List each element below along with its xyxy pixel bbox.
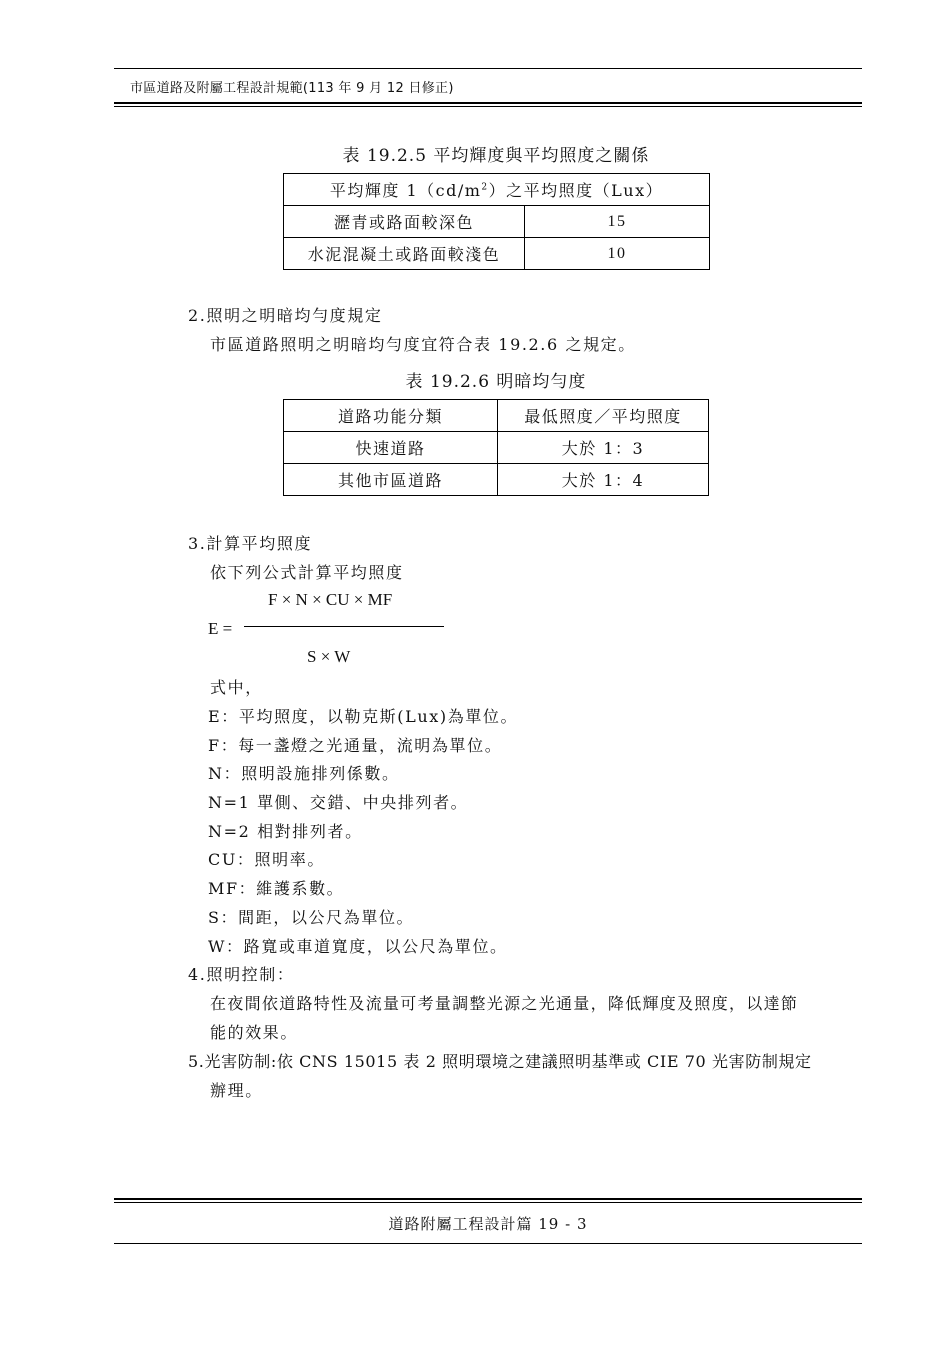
section-3-title: 3.計算平均照度 [188, 534, 313, 553]
header-rule-bottom-thin [114, 106, 862, 107]
definition-f: F：每一盞燈之光通量，流明為單位。 [208, 736, 503, 755]
table-header-cell [284, 174, 710, 206]
table-19-2-6 [283, 399, 709, 496]
section-2-text: 市區道路照明之明暗均勻度宜符合表 19.2.6 之規定。 [210, 335, 636, 354]
table-row [284, 206, 710, 238]
where-label: 式中， [210, 678, 263, 697]
definition-s: S：間距，以公尺為單位。 [208, 908, 415, 927]
definition-n2: N=2 相對排列者。 [208, 822, 363, 841]
header-rule-bottom-thick [114, 102, 862, 104]
definition-e: E：平均照度，以勒克斯(Lux)為單位。 [208, 707, 519, 726]
table-19-2-5-caption: 表 19.2.5 平均輝度與平均照度之關係 [342, 146, 650, 166]
header-superscript: 2 [481, 182, 489, 193]
table-cell-ratio: 大於 1：3 [498, 432, 709, 464]
formula-denominator: S × W [307, 647, 351, 666]
formula-lhs: E = [208, 619, 233, 638]
table-row [284, 238, 710, 270]
header-text-pre: 平均輝度 1（cd/m [329, 181, 482, 200]
table-cell-road: 其他市區道路 [284, 464, 498, 496]
table-cell-road: 快速道路 [284, 432, 498, 464]
table-header-road-class: 道路功能分類 [284, 400, 498, 432]
definition-n1: N=1 單側、交錯、中央排列者。 [208, 793, 469, 812]
definition-mf: MF：維護系數。 [208, 879, 345, 898]
section-4-line-1: 在夜間依道路特性及流量可考量調整光源之光通量，降低輝度及照度，以達節 [210, 994, 799, 1013]
section-5-line-1: 5.光害防制:依 CNS 15015 表 2 照明環境之建議照明基準或 CIE 70 光害防制規定 [188, 1052, 812, 1071]
table-cell-surface: 水泥混凝土或路面較淺色 [284, 238, 525, 270]
table-19-2-6-caption: 表 19.2.6 明暗均勻度 [405, 372, 587, 392]
table-header-row [284, 400, 709, 432]
table-cell-surface: 瀝青或路面較深色 [284, 206, 525, 238]
formula-numerator: F × N × CU × MF [268, 590, 393, 609]
formula-fraction-bar [244, 626, 444, 627]
header-rule-top [114, 68, 862, 69]
section-4-line-2: 能的效果。 [210, 1023, 299, 1042]
table-cell-value: 15 [525, 206, 710, 238]
section-3-intro: 依下列公式計算平均照度 [210, 563, 404, 582]
table-header-row [284, 174, 710, 206]
table-row [284, 464, 709, 496]
table-row [284, 432, 709, 464]
definition-w: W：路寬或車道寬度，以公尺為單位。 [208, 937, 508, 956]
header-text-post: ）之平均照度（Lux） [488, 181, 664, 200]
document-header-title: 市區道路及附屬工程設計規範(113 年 9 月 12 日修正) [130, 81, 454, 96]
table-header-ratio: 最低照度／平均照度 [498, 400, 709, 432]
section-5-line-2: 辦理。 [210, 1081, 263, 1100]
table-cell-value: 10 [525, 238, 710, 270]
definition-cu: CU：照明率。 [208, 850, 325, 869]
definition-n: N：照明設施排列係數。 [208, 764, 400, 783]
table-cell-ratio: 大於 1：4 [498, 464, 709, 496]
footer-rule-top-thin [114, 1202, 862, 1203]
footer-rule-bottom [114, 1243, 862, 1244]
section-4-title: 4.照明控制： [188, 965, 295, 984]
table-19-2-5 [283, 173, 710, 270]
section-2-title: 2.照明之明暗均勻度規定 [188, 306, 383, 325]
footer-page-label: 道路附屬工程設計篇 19 - 3 [388, 1215, 588, 1233]
footer-rule-top-thick [114, 1198, 862, 1200]
